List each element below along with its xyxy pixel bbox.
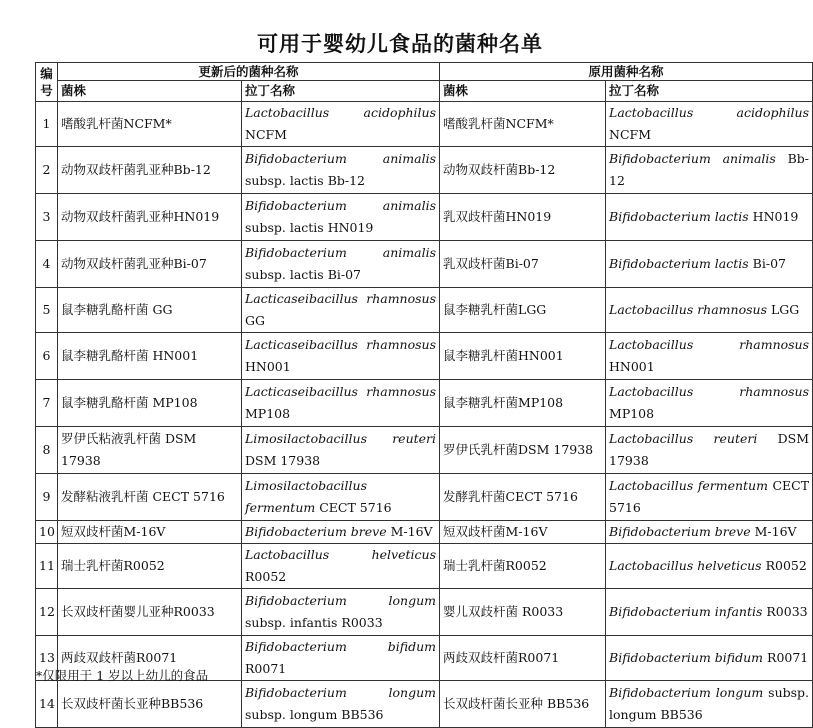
new-latin-strain: subsp. lactis Bi-07 xyxy=(245,267,362,282)
cell-number xyxy=(36,194,58,241)
cell-old-latin xyxy=(606,521,813,544)
table-row xyxy=(36,521,813,544)
new-latin-strain: subsp. lactis HN019 xyxy=(245,220,374,235)
old-strain-name: 两歧双歧杆菌R0071 xyxy=(443,650,560,665)
cell-new-strain xyxy=(58,102,242,147)
cell-number xyxy=(36,333,58,380)
old-latin-species: Lactobacillus fermentum xyxy=(609,478,768,493)
new-latin-strain: DSM 17938 xyxy=(245,453,321,468)
cell-new-strain xyxy=(58,474,242,521)
old-latin-strain: MP108 xyxy=(609,406,655,421)
cell-old-latin xyxy=(606,147,813,194)
cell-number xyxy=(36,681,58,728)
table-row xyxy=(36,288,813,333)
cell-old-latin xyxy=(606,288,813,333)
row-number: 7 xyxy=(42,395,51,410)
old-latin-strain: M-16V xyxy=(754,524,797,539)
cell-new-strain xyxy=(58,288,242,333)
cell-new-latin xyxy=(242,521,440,544)
row-number: 5 xyxy=(42,302,51,317)
old-latin-strain: Bi-07 xyxy=(752,256,786,271)
old-latin-strain: HN019 xyxy=(752,209,799,224)
cell-old-strain xyxy=(440,102,606,147)
table-row xyxy=(36,147,813,194)
cell-old-strain xyxy=(440,333,606,380)
row-number: 2 xyxy=(42,162,51,177)
new-latin-species: Limosilactobacillus fermentum xyxy=(245,478,368,515)
cell-new-strain xyxy=(58,681,242,728)
new-latin-species: Bifidobacterium animalis xyxy=(245,151,437,166)
new-strain-name: 长双歧杆菌婴儿亚种R0033 xyxy=(61,604,215,619)
old-latin-species: Bifidobacterium lactis xyxy=(609,209,749,224)
cell-old-latin xyxy=(606,474,813,521)
header-new-strain: 菌株 xyxy=(58,81,242,102)
cell-number xyxy=(36,147,58,194)
cell-new-latin xyxy=(242,102,440,147)
cell-number xyxy=(36,589,58,636)
cell-new-strain xyxy=(58,427,242,474)
cell-new-latin xyxy=(242,427,440,474)
cell-new-strain xyxy=(58,380,242,427)
new-latin-strain: subsp. infantis R0033 xyxy=(245,615,383,630)
cell-new-latin xyxy=(242,474,440,521)
row-number: 1 xyxy=(42,116,51,131)
cell-old-latin xyxy=(606,589,813,636)
old-latin-strain: subsp. longum BB536 xyxy=(609,685,810,722)
new-strain-name: 两歧双歧杆菌R0071 xyxy=(61,650,178,665)
old-latin-species: Lactobacillus rhamnosus xyxy=(609,302,767,317)
cell-old-strain xyxy=(440,544,606,589)
new-latin-species: Bifidobacterium longum xyxy=(245,593,437,608)
table-row xyxy=(36,194,813,241)
cell-new-strain xyxy=(58,333,242,380)
cell-old-latin xyxy=(606,427,813,474)
old-latin-strain: NCFM xyxy=(609,127,651,142)
new-latin-species: Lactobacillus helveticus xyxy=(245,547,437,562)
header-original-name: 原用菌种名称 xyxy=(440,63,813,81)
cell-old-strain xyxy=(440,241,606,288)
page-title: 可用于婴幼儿食品的菌种名单 xyxy=(257,31,543,56)
cell-number xyxy=(36,241,58,288)
strain-table xyxy=(35,62,813,728)
old-latin-strain: HN001 xyxy=(609,359,655,374)
table-row xyxy=(36,241,813,288)
new-latin-strain: GG xyxy=(245,313,265,328)
old-latin-species: Lactobacillus reuteri xyxy=(609,431,758,446)
cell-number xyxy=(36,102,58,147)
cell-old-strain xyxy=(440,521,606,544)
new-latin-strain: subsp. longum BB536 xyxy=(245,707,384,722)
cell-new-latin xyxy=(242,288,440,333)
new-strain-name: 动物双歧杆菌乳亚种HN019 xyxy=(61,209,220,224)
table-row xyxy=(36,427,813,474)
old-strain-name: 乳双歧杆菌Bi-07 xyxy=(443,256,539,271)
old-latin-strain: CECT 5716 xyxy=(609,478,810,515)
row-number: 4 xyxy=(42,256,51,271)
row-number: 13 xyxy=(39,650,55,665)
old-strain-name: 嗜酸乳杆菌NCFM* xyxy=(443,116,554,131)
cell-new-latin xyxy=(242,241,440,288)
cell-old-latin xyxy=(606,544,813,589)
cell-new-latin xyxy=(242,380,440,427)
row-number: 6 xyxy=(42,348,51,363)
cell-old-strain xyxy=(440,194,606,241)
new-latin-species: Bifidobacterium longum xyxy=(245,685,437,700)
new-latin-species: Bifidobacterium animalis xyxy=(245,198,437,213)
cell-new-strain xyxy=(58,194,242,241)
new-latin-strain: MP108 xyxy=(245,406,291,421)
cell-new-strain xyxy=(58,147,242,194)
new-latin-species: Bifidobacterium bifidum xyxy=(245,639,437,654)
new-strain-name: 鼠李糖乳酪杆菌 HN001 xyxy=(61,348,199,363)
new-latin-strain: HN001 xyxy=(245,359,291,374)
new-strain-name: 瑞士乳杆菌R0052 xyxy=(61,558,165,573)
new-latin-species: Lacticaseibacillus rhamnosus xyxy=(245,384,437,399)
old-strain-name: 鼠李糖乳杆菌LGG xyxy=(443,302,547,317)
new-strain-name: 动物双歧杆菌乳亚种Bi-07 xyxy=(61,256,207,271)
new-latin-strain: subsp. lactis Bb-12 xyxy=(245,173,366,188)
old-latin-species: Lactobacillus rhamnosus xyxy=(609,337,810,352)
row-number: 12 xyxy=(39,604,55,619)
table-body xyxy=(36,102,813,728)
old-latin-species: Bifidobacterium longum xyxy=(609,685,764,700)
cell-old-strain xyxy=(440,589,606,636)
table-row xyxy=(36,589,813,636)
row-number: 11 xyxy=(39,558,55,573)
cell-number xyxy=(36,544,58,589)
cell-old-latin xyxy=(606,241,813,288)
footnote: *仅限用于 1 岁以上幼儿的食品 xyxy=(36,668,209,683)
new-latin-strain: M-16V xyxy=(390,524,433,539)
old-latin-species: Bifidobacterium lactis xyxy=(609,256,749,271)
new-strain-name: 长双歧杆菌长亚种BB536 xyxy=(61,696,204,711)
new-latin-species: Bifidobacterium animalis xyxy=(245,245,437,260)
cell-old-latin xyxy=(606,102,813,147)
cell-old-strain xyxy=(440,681,606,728)
cell-new-latin xyxy=(242,147,440,194)
table-row xyxy=(36,544,813,589)
old-latin-species: Bifidobacterium infantis xyxy=(609,604,763,619)
cell-new-latin xyxy=(242,333,440,380)
new-latin-species: Lacticaseibacillus rhamnosus xyxy=(245,337,437,352)
old-latin-species: Bifidobacterium bifidum xyxy=(609,650,764,665)
cell-number xyxy=(36,474,58,521)
old-strain-name: 瑞士乳杆菌R0052 xyxy=(443,558,547,573)
header-new-latin: 拉丁名称 xyxy=(242,81,440,102)
new-strain-name: 发酵粘液乳杆菌 CECT 5716 xyxy=(61,489,225,504)
cell-number xyxy=(36,427,58,474)
new-strain-name: 鼠李糖乳酪杆菌 GG xyxy=(61,302,173,317)
cell-number xyxy=(36,380,58,427)
cell-old-latin xyxy=(606,333,813,380)
old-latin-strain: Bb-12 xyxy=(609,151,810,188)
new-strain-name: 鼠李糖乳酪杆菌 MP108 xyxy=(61,395,198,410)
row-number: 3 xyxy=(42,209,51,224)
new-latin-strain: CECT 5716 xyxy=(319,500,392,515)
table-row xyxy=(36,333,813,380)
cell-new-latin xyxy=(242,681,440,728)
old-strain-name: 发酵乳杆菌CECT 5716 xyxy=(443,489,578,504)
row-number: 8 xyxy=(42,442,51,457)
new-latin-strain: R0052 xyxy=(245,569,287,584)
old-strain-name: 罗伊氏乳杆菌DSM 17938 xyxy=(443,442,594,457)
cell-old-strain xyxy=(440,636,606,681)
cell-old-latin xyxy=(606,636,813,681)
cell-number xyxy=(36,288,58,333)
cell-old-strain xyxy=(440,288,606,333)
new-latin-strain: NCFM xyxy=(245,127,287,142)
old-latin-species: Lactobacillus helveticus xyxy=(609,558,762,573)
old-latin-species: Lactobacillus rhamnosus xyxy=(609,384,810,399)
new-latin-species: Lactobacillus acidophilus xyxy=(245,105,437,120)
cell-new-latin xyxy=(242,589,440,636)
new-strain-name: 动物双歧杆菌乳亚种Bb-12 xyxy=(61,162,211,177)
cell-new-strain xyxy=(58,589,242,636)
cell-new-strain xyxy=(58,241,242,288)
row-number: 9 xyxy=(42,489,51,504)
old-strain-name: 动物双歧杆菌Bb-12 xyxy=(443,162,556,177)
table-row xyxy=(36,102,813,147)
old-latin-strain: R0033 xyxy=(766,604,808,619)
new-latin-species: Limosilactobacillus reuteri xyxy=(245,431,437,446)
new-latin-species: Lacticaseibacillus rhamnosus xyxy=(245,291,437,306)
cell-number xyxy=(36,521,58,544)
old-latin-strain: LGG xyxy=(770,302,800,317)
cell-new-latin xyxy=(242,194,440,241)
old-strain-name: 乳双歧杆菌HN019 xyxy=(443,209,552,224)
row-number: 10 xyxy=(39,524,55,539)
old-strain-name: 婴儿双歧杆菌 R0033 xyxy=(443,604,564,619)
table-row xyxy=(36,380,813,427)
cell-old-strain xyxy=(440,474,606,521)
old-strain-name: 鼠李糖乳杆菌MP108 xyxy=(443,395,564,410)
new-latin-strain: R0071 xyxy=(245,661,287,676)
old-latin-species: Bifidobacterium animalis xyxy=(609,151,776,166)
cell-new-strain xyxy=(58,544,242,589)
table-row xyxy=(36,474,813,521)
cell-old-strain xyxy=(440,147,606,194)
header-num: 编号 xyxy=(36,63,58,102)
new-latin-species: Bifidobacterium breve xyxy=(245,524,387,539)
old-latin-strain: DSM 17938 xyxy=(609,431,810,468)
old-latin-strain: R0052 xyxy=(765,558,807,573)
old-strain-name: 短双歧杆菌M-16V xyxy=(443,524,548,539)
row-number: 14 xyxy=(39,696,55,711)
old-latin-species: Bifidobacterium breve xyxy=(609,524,751,539)
cell-old-strain xyxy=(440,380,606,427)
old-latin-strain: R0071 xyxy=(767,650,809,665)
cell-old-latin xyxy=(606,194,813,241)
old-strain-name: 鼠李糖乳杆菌HN001 xyxy=(443,348,564,363)
header-row-top xyxy=(36,63,813,81)
new-strain-name: 嗜酸乳杆菌NCFM* xyxy=(61,116,172,131)
header-row-sub xyxy=(36,81,813,102)
old-strain-name: 长双歧杆菌长亚种 BB536 xyxy=(443,696,590,711)
cell-new-latin xyxy=(242,636,440,681)
header-updated-name: 更新后的菌种名称 xyxy=(58,63,440,81)
cell-old-strain xyxy=(440,427,606,474)
new-strain-name: 短双歧杆菌M-16V xyxy=(61,524,166,539)
header-old-latin: 拉丁名称 xyxy=(606,81,813,102)
cell-new-strain xyxy=(58,521,242,544)
table-row xyxy=(36,681,813,728)
cell-new-latin xyxy=(242,544,440,589)
old-latin-species: Lactobacillus acidophilus xyxy=(609,105,810,120)
header-old-strain: 菌株 xyxy=(440,81,606,102)
cell-old-latin xyxy=(606,681,813,728)
cell-old-latin xyxy=(606,380,813,427)
new-strain-name: 罗伊氏粘液乳杆菌 DSM 17938 xyxy=(61,431,197,468)
